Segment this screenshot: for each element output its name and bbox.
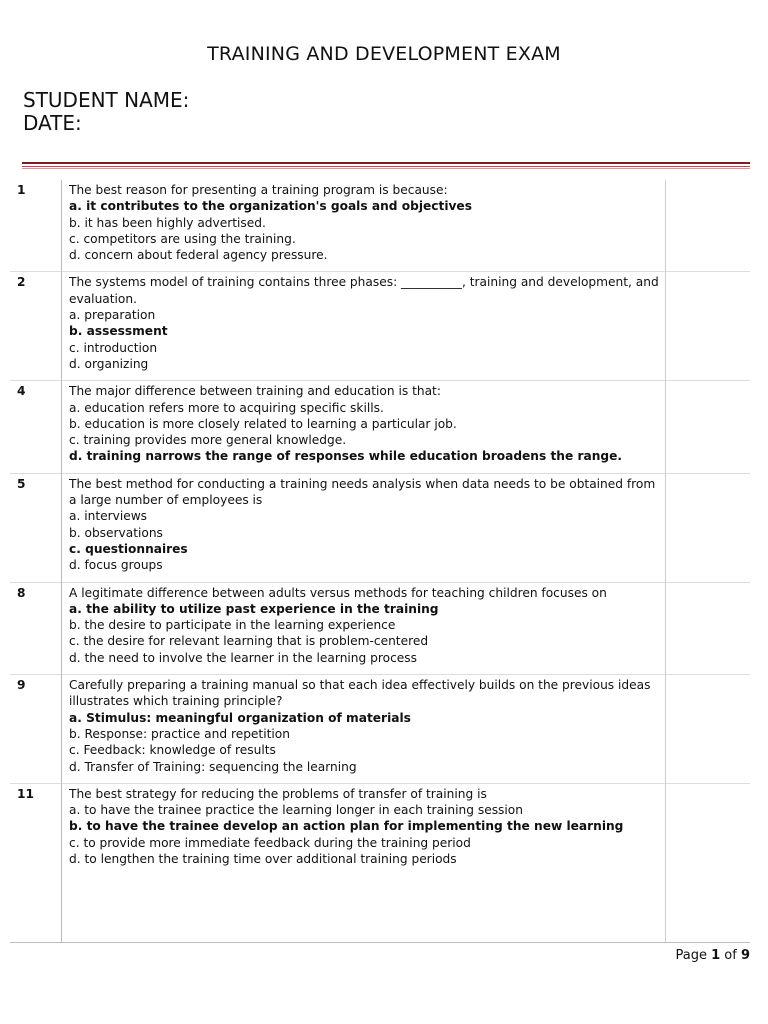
exam-title: TRAINING AND DEVELOPMENT EXAM xyxy=(207,43,561,65)
questions-table xyxy=(10,180,750,943)
answer-option: c. competitors are using the training. xyxy=(69,231,296,246)
question-row xyxy=(10,473,750,582)
question-row xyxy=(10,783,750,942)
answer-option: a. interviews xyxy=(69,509,148,524)
answer-option: b. Response: practice and repetition xyxy=(69,726,290,741)
correct-answer-option: a. Stimulus: meaningful organization of materials xyxy=(69,710,411,725)
correct-answer-option: d. training narrows the range of responses while education broadens the range. xyxy=(69,449,623,464)
answer-option: b. education is more closely related to learning a particular job. xyxy=(69,416,457,431)
correct-answer-option: a. it contributes to the organization's goals and objectives xyxy=(69,199,472,214)
answer-mark-cell xyxy=(666,180,751,272)
answer-mark-cell xyxy=(666,272,751,381)
question-body xyxy=(62,582,666,674)
question-body xyxy=(62,180,666,272)
answer-option: b. the desire to participate in the learning experience xyxy=(69,618,396,633)
question-body xyxy=(62,473,666,582)
answer-option: b. observations xyxy=(69,525,163,540)
correct-answer-option: b. to have the trainee develop an action plan for implementing the new learning xyxy=(69,819,624,834)
question-body xyxy=(62,272,666,381)
answer-option: d. organizing xyxy=(69,356,149,371)
correct-answer-option: a. the ability to utilize past experience in the training xyxy=(69,601,439,616)
date-label: DATE: xyxy=(23,111,82,135)
answer-mark-cell xyxy=(666,381,751,473)
answer-option: d. the need to involve the learner in the learning process xyxy=(69,650,417,665)
answer-option: d. Transfer of Training: sequencing the learning xyxy=(69,759,357,774)
answer-option: c. Feedback: knowledge of results xyxy=(69,743,276,758)
question-number: 1 xyxy=(10,180,62,272)
answer-option: a. to have the trainee practice the learning longer in each training session xyxy=(69,803,523,818)
question-number: 9 xyxy=(10,675,62,784)
answer-option: a. preparation xyxy=(69,308,156,323)
question-number: 8 xyxy=(10,582,62,674)
student-name-label: STUDENT NAME: xyxy=(23,88,190,112)
question-stem: A legitimate difference between adults versus methods for teaching children focuses on xyxy=(69,585,607,600)
question-number: 11 xyxy=(10,783,62,942)
answer-option: a. education refers more to acquiring specific skills. xyxy=(69,400,384,415)
answer-mark-cell xyxy=(666,582,751,674)
question-row xyxy=(10,582,750,674)
question-stem: The systems model of training contains three phases: __________, training and development, and evaluation. xyxy=(69,275,659,306)
correct-answer-option: c. questionnaires xyxy=(69,541,188,556)
header-divider-faint xyxy=(22,168,750,169)
question-stem: The major difference between training and education is that: xyxy=(69,384,441,399)
header-divider-thin xyxy=(22,166,750,167)
question-row xyxy=(10,675,750,784)
question-body xyxy=(62,783,666,942)
answer-option: c. introduction xyxy=(69,340,158,355)
answer-option: b. it has been highly advertised. xyxy=(69,215,266,230)
of-label: of xyxy=(724,948,737,963)
current-page-number: 1 xyxy=(711,948,721,963)
question-body xyxy=(62,381,666,473)
answer-option: d. to lengthen the training time over additional training periods xyxy=(69,851,457,866)
total-pages-number: 9 xyxy=(740,948,750,963)
answer-option: d. focus groups xyxy=(69,558,163,573)
page-label: Page xyxy=(675,948,707,963)
question-stem: The best strategy for reducing the problems of transfer of training is xyxy=(69,786,487,801)
answer-mark-cell xyxy=(666,783,751,942)
answer-option: d. concern about federal agency pressure. xyxy=(69,248,328,263)
answer-option: c. training provides more general knowledge. xyxy=(69,433,347,448)
question-number: 5 xyxy=(10,473,62,582)
answer-mark-cell xyxy=(666,473,751,582)
question-row xyxy=(10,180,750,272)
answer-option: c. the desire for relevant learning that is problem-centered xyxy=(69,634,429,649)
question-stem: The best reason for presenting a training program is because: xyxy=(69,183,448,197)
question-number: 4 xyxy=(10,381,62,473)
header-divider xyxy=(22,162,750,164)
question-stem: The best method for conducting a training needs analysis when data needs to be obtained from a large number of employees is xyxy=(69,476,656,508)
question-row xyxy=(10,381,750,473)
question-body xyxy=(62,675,666,784)
page-indicator xyxy=(675,948,750,963)
answer-mark-cell xyxy=(666,675,751,784)
correct-answer-option: b. assessment xyxy=(69,324,168,339)
question-number: 2 xyxy=(10,272,62,381)
question-stem: Carefully preparing a training manual so that each idea effectively builds on the previous ideas illustrates which training principle? xyxy=(69,678,651,709)
answer-option: c. to provide more immediate feedback during the training period xyxy=(69,835,471,850)
question-row xyxy=(10,272,750,381)
